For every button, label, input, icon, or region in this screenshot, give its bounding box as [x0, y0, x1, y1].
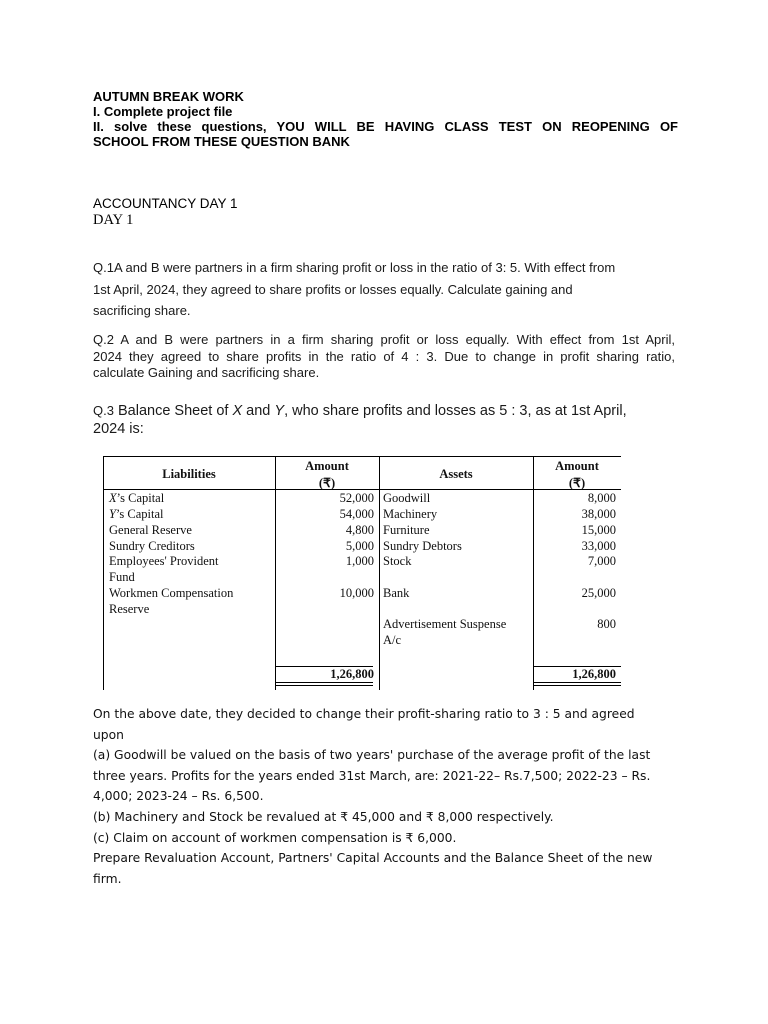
liab-x-letter: X: [109, 491, 117, 505]
liab-workmen-comp: Workmen Compensation: [109, 586, 234, 600]
total-assets: 1,26,800: [572, 667, 616, 681]
asset-amount-advertisement: 800: [597, 617, 616, 631]
header-amount-assets: Amount: [555, 459, 599, 473]
liab-x-capital: [109, 491, 164, 507]
heading-project-file: I. Complete project file: [93, 104, 233, 119]
question-3-line-1: [93, 402, 675, 420]
req-line-6: (b) Machinery and Stock be revalued at ₹ 45,000 and ₹ 8,000 respectively.: [93, 809, 554, 824]
balance-sheet-table: [103, 456, 621, 690]
req-line-8: Prepare Revaluation Account, Partners' Capital Accounts and the Balance Sheet of the new: [93, 851, 653, 866]
asset-goodwill: Goodwill: [383, 491, 431, 505]
liab-x-label: ’s Capital: [116, 491, 165, 505]
heading-question-bank: SCHOOL FROM THESE QUESTION BANK: [93, 134, 350, 149]
total-bottom-border-assets-1: [533, 682, 621, 683]
req-line-7: (c) Claim on account of workmen compensation is ₹ 6,000.: [93, 830, 457, 845]
subject-title: ACCOUNTANCY DAY 1: [93, 196, 238, 211]
table-top-border: [103, 456, 621, 457]
asset-sundry-debtors: Sundry Debtors: [383, 539, 462, 553]
req-line-9: firm.: [93, 871, 122, 886]
liab-amount-creditors: 5,000: [345, 539, 374, 553]
liab-amount-general-reserve: 4,800: [345, 523, 374, 537]
req-line-1: On the above date, they decided to change their profit-sharing ratio to 3 : 5 and agreed: [93, 707, 635, 721]
asset-bank: Bank: [383, 586, 410, 600]
question-3-line-2: 2024 is:: [93, 421, 144, 437]
asset-amount-debtors: 33,000: [581, 539, 616, 553]
question-3-text-c: , who share profits and losses as 5 : 3, as at 1st April,: [284, 403, 627, 419]
col-divider-2: [379, 456, 380, 690]
asset-advertisement: Advertisement Suspense: [383, 617, 507, 631]
question-2: [93, 332, 675, 382]
heading-solve-questions: II. solve these questions, YOU WILL BE HAVING CLASS TEST ON REOPENING OF: [93, 119, 678, 134]
liab-y-capital: [109, 507, 164, 523]
question-3: [93, 402, 675, 438]
heading-autumn-break-work: AUTUMN BREAK WORK: [93, 89, 244, 104]
question-2-line-2: 2024 they agreed to share profits in the ratio of 4 : 3. Due to change in profit sharing ratio,: [93, 348, 675, 364]
asset-amount-machinery: 38,000: [581, 507, 616, 521]
liab-amount-workmen: 10,000: [339, 586, 374, 600]
liab-amount-provident: 1,000: [345, 554, 374, 568]
asset-amount-goodwill: 8,000: [587, 491, 616, 505]
liab-amount-x-capital: 52,000: [339, 491, 374, 505]
question-3-number: Q.3: [93, 403, 114, 418]
question-2-line-1: Q.2 A and B were partners in a firm sharing profit or loss equally. With effect from 1st April,: [93, 332, 675, 347]
liab-y-letter: Y: [109, 507, 116, 521]
req-line-3: (a) Goodwill be valued on the basis of two years' purchase of the average profit of the last: [93, 748, 651, 763]
total-bottom-border-liab-2: [275, 685, 373, 686]
question-3-requirements: [93, 704, 683, 889]
req-line-4: three years. Profits for the years ended 31st March, are: 2021-22– Rs.7,500; 2022-23 – Rs.: [93, 768, 651, 783]
liab-workmen-comp-2: Reserve: [109, 602, 150, 616]
liab-general-reserve: General Reserve: [109, 523, 192, 537]
asset-amount-stock: 7,000: [587, 554, 616, 568]
question-1-line-2: 1st April, 2024, they agreed to share profits or losses equally. Calculate gaining and: [93, 281, 573, 297]
asset-amount-furniture: 15,000: [581, 523, 616, 537]
header-liabilities: Liabilities: [162, 467, 216, 481]
liab-provident-fund-2: Fund: [109, 570, 135, 584]
asset-machinery: Machinery: [383, 507, 438, 521]
partner-x: X: [232, 403, 243, 419]
req-line-5: 4,000; 2023-24 – Rs. 6,500.: [93, 789, 264, 804]
question-1-line-3: sacrificing share.: [93, 303, 191, 318]
asset-amount-bank: 25,000: [581, 586, 616, 600]
question-3-text-b: and: [242, 403, 275, 419]
liab-provident-fund: Employees' Provident: [109, 554, 219, 568]
liab-sundry-creditors: Sundry Creditors: [109, 539, 195, 553]
question-1: [93, 257, 675, 322]
header-rupee-liab: (₹): [318, 476, 336, 490]
header-amount-liab: Amount: [305, 459, 349, 473]
table-left-border: [103, 456, 104, 690]
question-3-text-a: Balance Sheet of: [113, 403, 233, 419]
req-line-2: upon: [93, 727, 124, 742]
liab-y-label: ’s Capital: [115, 507, 164, 521]
liab-amount-y-capital: 54,000: [339, 507, 374, 521]
asset-advertisement-2: A/c: [383, 633, 402, 647]
question-1-line-1: Q.1A and B were partners in a firm sharing profit or loss in the ratio of 3: 5. With effect from: [93, 260, 616, 275]
question-2-line-3: calculate Gaining and sacrificing share.: [93, 365, 320, 380]
asset-stock: Stock: [383, 554, 412, 568]
partner-y: Y: [274, 403, 285, 419]
asset-furniture: Furniture: [383, 523, 430, 537]
header-assets: Assets: [439, 467, 473, 481]
header-rupee-assets: (₹): [568, 476, 586, 490]
total-bottom-border-assets-2: [533, 685, 621, 686]
total-bottom-border-liab-1: [275, 682, 373, 683]
total-liabilities: 1,26,800: [330, 667, 374, 681]
day-title: DAY 1: [93, 212, 134, 228]
